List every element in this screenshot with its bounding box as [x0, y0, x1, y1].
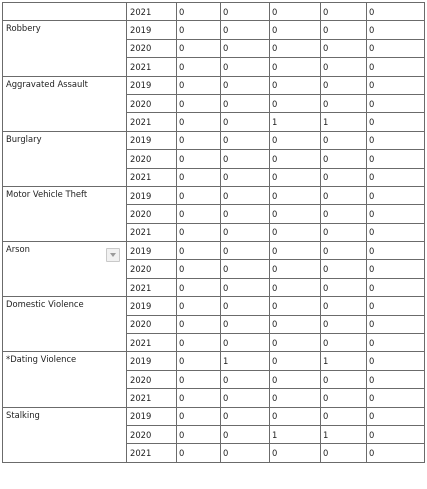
value-cell: 0	[367, 21, 425, 39]
year-cell: 2021	[127, 113, 177, 131]
category-cell	[3, 131, 127, 186]
value-cell: 0	[177, 150, 221, 168]
value-cell: 0	[270, 444, 321, 462]
value-cell: 0	[221, 242, 270, 260]
category-label: Aggravated Assault	[6, 78, 88, 89]
value-cell: 0	[270, 131, 321, 149]
year-cell: 2020	[127, 205, 177, 223]
value-cell: 0	[321, 131, 367, 149]
category-label: Robbery	[6, 23, 41, 34]
value-cell: 0	[221, 168, 270, 186]
value-cell: 0	[270, 297, 321, 315]
value-cell: 0	[367, 278, 425, 296]
value-cell: 0	[367, 3, 425, 21]
value-cell: 0	[367, 315, 425, 333]
value-cell: 0	[270, 39, 321, 57]
chevron-down-icon[interactable]	[106, 248, 120, 262]
value-cell: 0	[367, 352, 425, 370]
value-cell: 0	[367, 168, 425, 186]
value-cell: 0	[270, 389, 321, 407]
value-cell: 0	[270, 76, 321, 94]
value-cell: 0	[367, 223, 425, 241]
category-cell	[3, 407, 127, 462]
value-cell: 0	[177, 186, 221, 204]
category-label: Motor Vehicle Theft	[6, 188, 88, 199]
value-cell: 0	[221, 370, 270, 388]
value-cell: 0	[177, 444, 221, 462]
value-cell: 0	[270, 242, 321, 260]
value-cell: 0	[367, 58, 425, 76]
value-cell: 0	[221, 205, 270, 223]
value-cell: 0	[367, 370, 425, 388]
value-cell: 0	[221, 407, 270, 425]
value-cell: 0	[177, 168, 221, 186]
value-cell: 0	[177, 370, 221, 388]
value-cell: 0	[270, 370, 321, 388]
table-row	[3, 21, 425, 39]
value-cell: 0	[367, 444, 425, 462]
value-cell: 0	[321, 407, 367, 425]
table-row	[3, 131, 425, 149]
value-cell: 0	[321, 260, 367, 278]
table-row	[3, 3, 425, 21]
year-cell: 2019	[127, 297, 177, 315]
value-cell: 0	[177, 76, 221, 94]
value-cell: 0	[321, 223, 367, 241]
value-cell: 0	[221, 425, 270, 443]
value-cell: 0	[221, 76, 270, 94]
value-cell: 0	[367, 39, 425, 57]
year-cell: 2020	[127, 39, 177, 57]
value-cell: 0	[367, 407, 425, 425]
value-cell: 0	[367, 389, 425, 407]
category-cell	[3, 352, 127, 407]
category-cell	[3, 21, 127, 76]
category-label: Arson	[6, 244, 30, 255]
value-cell: 0	[367, 76, 425, 94]
value-cell: 0	[321, 21, 367, 39]
value-cell: 0	[177, 315, 221, 333]
category-label: Burglary	[6, 133, 42, 144]
year-cell: 2019	[127, 407, 177, 425]
year-cell: 2019	[127, 186, 177, 204]
year-cell: 2020	[127, 150, 177, 168]
value-cell: 0	[221, 444, 270, 462]
value-cell: 0	[321, 150, 367, 168]
year-cell: 2019	[127, 76, 177, 94]
category-cell	[3, 76, 127, 131]
value-cell: 0	[270, 407, 321, 425]
value-cell: 0	[367, 425, 425, 443]
value-cell: 0	[270, 223, 321, 241]
value-cell: 0	[367, 242, 425, 260]
value-cell: 0	[321, 370, 367, 388]
value-cell: 0	[367, 131, 425, 149]
year-cell: 2021	[127, 278, 177, 296]
value-cell: 0	[270, 205, 321, 223]
value-cell: 1	[321, 113, 367, 131]
value-cell: 0	[177, 58, 221, 76]
table-row	[3, 186, 425, 204]
value-cell: 0	[221, 113, 270, 131]
year-cell: 2019	[127, 131, 177, 149]
value-cell: 0	[367, 113, 425, 131]
year-cell: 2021	[127, 334, 177, 352]
value-cell: 1	[270, 113, 321, 131]
value-cell: 0	[270, 21, 321, 39]
value-cell: 0	[177, 334, 221, 352]
value-cell: 0	[367, 186, 425, 204]
value-cell: 1	[321, 425, 367, 443]
value-cell: 0	[321, 242, 367, 260]
value-cell: 0	[221, 260, 270, 278]
value-cell: 0	[221, 334, 270, 352]
value-cell: 0	[321, 297, 367, 315]
table-row	[3, 352, 425, 370]
value-cell: 0	[221, 389, 270, 407]
value-cell: 0	[221, 315, 270, 333]
value-cell: 0	[177, 242, 221, 260]
value-cell: 0	[270, 352, 321, 370]
value-cell: 0	[321, 168, 367, 186]
value-cell: 0	[177, 131, 221, 149]
value-cell: 0	[367, 297, 425, 315]
table-row	[3, 242, 425, 260]
value-cell: 1	[321, 352, 367, 370]
category-cell	[3, 186, 127, 241]
value-cell: 0	[270, 58, 321, 76]
value-cell: 0	[177, 278, 221, 296]
year-cell: 2020	[127, 370, 177, 388]
year-cell: 2020	[127, 260, 177, 278]
value-cell: 0	[270, 150, 321, 168]
value-cell: 0	[177, 94, 221, 112]
category-label: Stalking	[6, 409, 40, 420]
value-cell: 0	[321, 58, 367, 76]
value-cell: 0	[221, 94, 270, 112]
value-cell: 0	[177, 205, 221, 223]
value-cell: 0	[221, 131, 270, 149]
value-cell: 0	[321, 334, 367, 352]
value-cell: 0	[321, 76, 367, 94]
value-cell: 0	[177, 425, 221, 443]
year-cell: 2021	[127, 168, 177, 186]
value-cell: 0	[177, 113, 221, 131]
year-cell: 2020	[127, 315, 177, 333]
value-cell: 0	[367, 94, 425, 112]
value-cell: 0	[321, 315, 367, 333]
value-cell: 0	[321, 205, 367, 223]
value-cell: 0	[221, 150, 270, 168]
year-cell: 2021	[127, 389, 177, 407]
value-cell: 0	[321, 186, 367, 204]
year-cell: 2020	[127, 425, 177, 443]
value-cell: 0	[221, 58, 270, 76]
value-cell: 0	[270, 94, 321, 112]
value-cell: 0	[270, 168, 321, 186]
value-cell: 0	[177, 3, 221, 21]
value-cell: 0	[270, 260, 321, 278]
table-row	[3, 297, 425, 315]
year-cell: 2019	[127, 352, 177, 370]
value-cell: 0	[221, 297, 270, 315]
value-cell: 0	[321, 3, 367, 21]
value-cell: 0	[221, 21, 270, 39]
value-cell: 0	[177, 352, 221, 370]
year-cell: 2021	[127, 444, 177, 462]
category-label: *Dating Violence	[6, 354, 77, 365]
value-cell: 0	[221, 278, 270, 296]
value-cell: 0	[221, 3, 270, 21]
category-label: Domestic Violence	[6, 299, 84, 310]
value-cell: 0	[177, 223, 221, 241]
category-cell	[3, 3, 127, 21]
category-cell	[3, 242, 127, 297]
value-cell: 0	[367, 260, 425, 278]
year-cell: 2021	[127, 3, 177, 21]
value-cell: 0	[321, 389, 367, 407]
value-cell: 0	[321, 444, 367, 462]
value-cell: 0	[367, 334, 425, 352]
value-cell: 0	[367, 205, 425, 223]
value-cell: 0	[221, 39, 270, 57]
value-cell: 0	[177, 39, 221, 57]
value-cell: 0	[177, 21, 221, 39]
year-cell: 2021	[127, 58, 177, 76]
value-cell: 1	[221, 352, 270, 370]
value-cell: 0	[321, 278, 367, 296]
value-cell: 0	[270, 186, 321, 204]
value-cell: 0	[177, 297, 221, 315]
table-row	[3, 407, 425, 425]
year-cell: 2020	[127, 94, 177, 112]
value-cell: 0	[367, 150, 425, 168]
category-cell	[3, 297, 127, 352]
value-cell: 0	[321, 94, 367, 112]
year-cell: 2021	[127, 223, 177, 241]
value-cell: 0	[270, 3, 321, 21]
value-cell: 0	[221, 223, 270, 241]
year-cell: 2019	[127, 242, 177, 260]
value-cell: 0	[270, 334, 321, 352]
value-cell: 0	[177, 389, 221, 407]
value-cell: 0	[270, 278, 321, 296]
value-cell: 0	[177, 260, 221, 278]
value-cell: 0	[221, 186, 270, 204]
value-cell: 0	[177, 407, 221, 425]
crime-statistics-table	[2, 2, 425, 463]
value-cell: 1	[270, 425, 321, 443]
year-cell: 2019	[127, 21, 177, 39]
value-cell: 0	[270, 315, 321, 333]
table-row	[3, 76, 425, 94]
value-cell: 0	[321, 39, 367, 57]
